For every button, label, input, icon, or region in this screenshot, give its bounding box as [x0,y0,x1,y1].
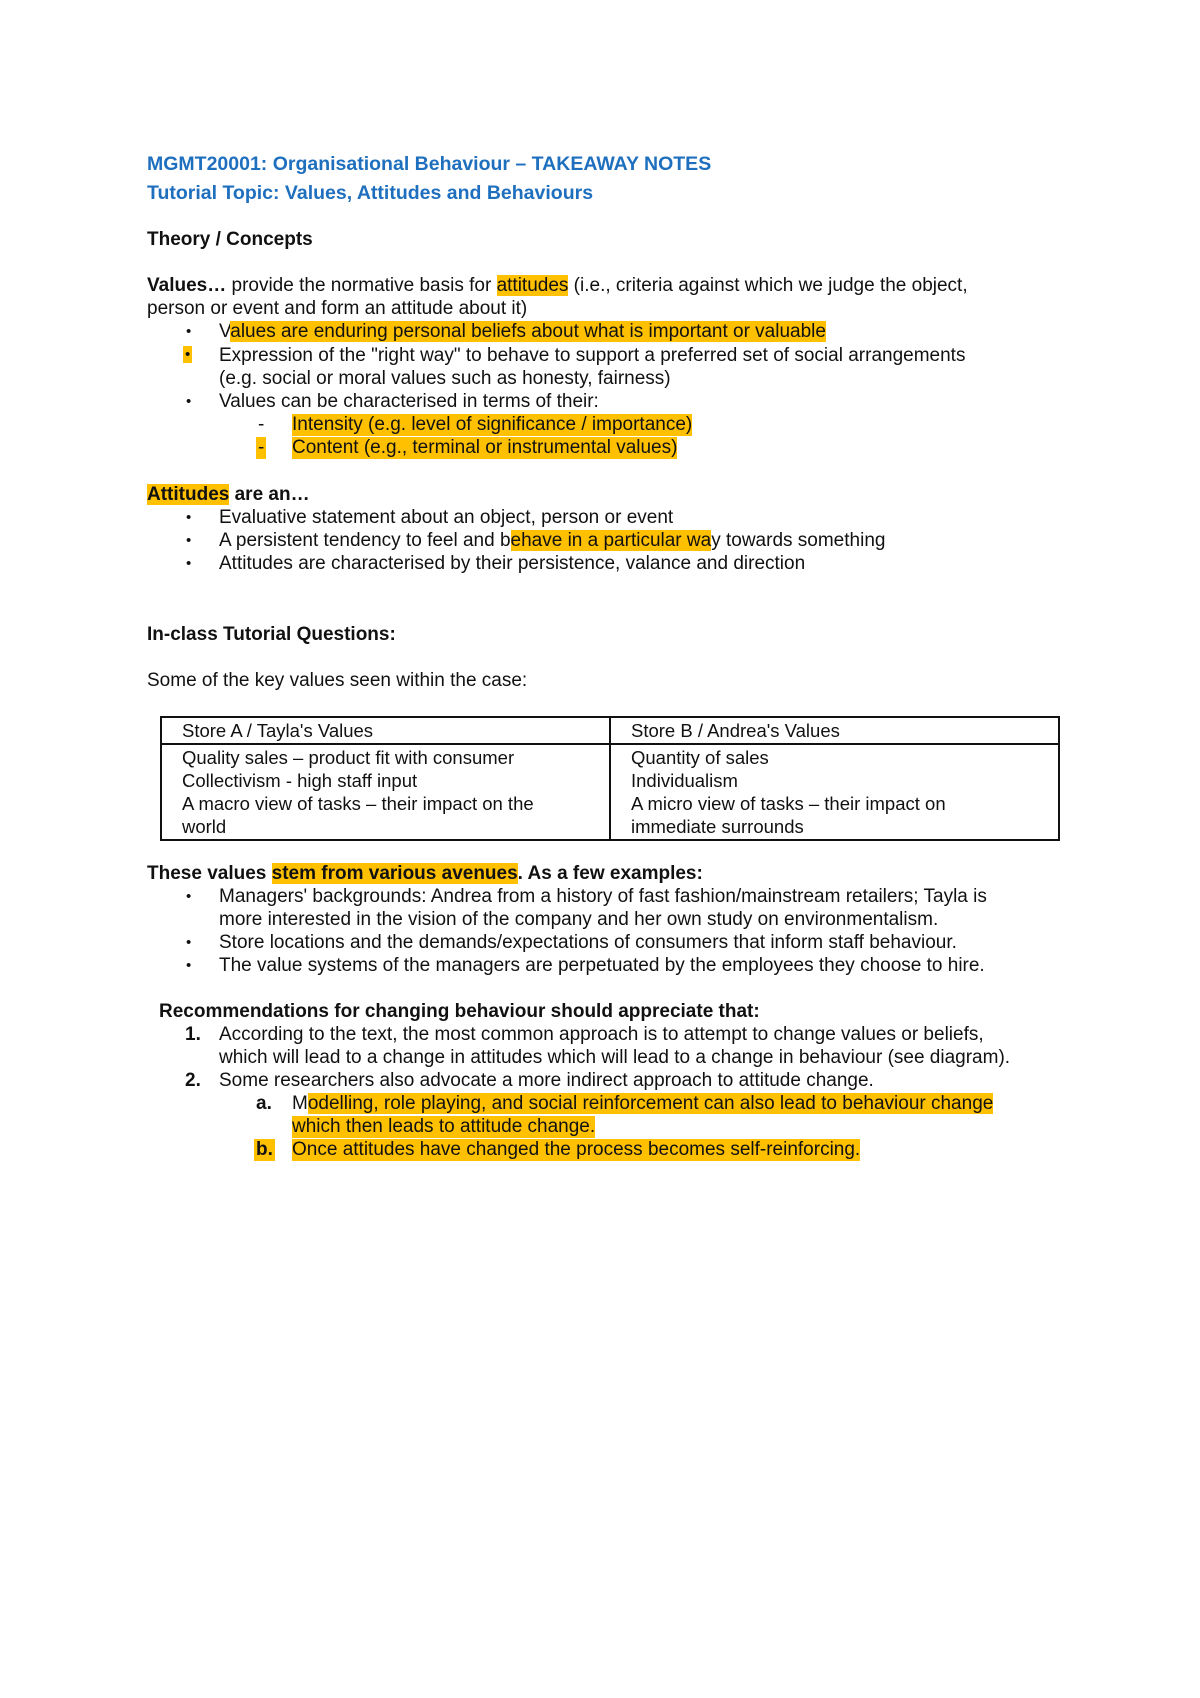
rec-number-1: 1. [185,1024,201,1045]
attitudes-bullet-3: Attitudes are characterised by their persistence, valance and direction [219,553,806,574]
cell-line: Quantity of sales [631,747,769,768]
sub-dash-1: - [258,414,265,435]
rec-1-line2: which will lead to a change in attitudes which will lead to a change in behaviour (see diagram). [219,1047,1011,1068]
values-bullet-1-pre: V [219,321,231,342]
attitudes-rest: are an… [229,484,310,505]
table-header-row [161,717,1059,744]
values-term: Values… [147,275,227,296]
cell-line: Quality sales – product fit with consumer [182,747,515,768]
values-table [160,716,1060,841]
rec-number-2: 2. [185,1070,201,1091]
example-2: Store locations and the demands/expectations of consumers that inform staff behaviour. [219,932,957,953]
cell-line: A macro view of tasks – their impact on the [182,793,534,814]
attitudes-heading [147,484,310,506]
rec-2-line1: Some researchers also advocate a more indirect approach to attitude change. [219,1070,874,1091]
rec-b-line1: Once attitudes have changed the process becomes self-reinforcing. [292,1139,861,1160]
values-bullet-2-line1: Expression of the "right way" to behave to support a preferred set of social arrangements [219,345,966,366]
rec-a-pre: M [292,1093,308,1114]
document-subtitle: Tutorial Topic: Values, Attitudes and Behaviours [147,182,594,204]
stem-heading [147,863,703,885]
values-intro-text-b: (i.e., criteria against which we judge the object, [568,275,968,296]
values-intro-text-a: provide the normative basis for [226,275,497,296]
table-header-store-a: Store A / Tayla's Values [161,717,610,744]
rec-a-line1 [292,1093,993,1115]
example-1-line2: more interested in the vision of the company and her own study on environmentalism. [219,909,939,930]
rec-a-line2: which then leads to attitude change. [292,1116,596,1137]
bullet-marker: • [186,532,192,549]
attitudes-bullet-2-highlight: ehave in a particular wa [510,530,712,551]
attitudes-bullet-2-post: y towards something [711,530,886,551]
rec-1-line1: According to the text, the most common approach is to attempt to change values or beliefs, [219,1024,984,1045]
rec-a-highlight-line1: odelling, role playing, and social reinforcement can also lead to behaviour change [307,1093,994,1114]
attitudes-bullet-1: Evaluative statement about an object, person or event [219,507,674,528]
section-heading-tutorial: In-class Tutorial Questions: [147,624,396,645]
values-intro [147,275,968,297]
bullet-marker: • [186,509,192,526]
example-3: The value systems of the managers are perpetuated by the employees they choose to hire. [219,955,985,976]
table-cell-store-b [610,744,1059,840]
values-intro-line2: person or event and form an attitude about it) [147,298,528,319]
values-intro-highlight: attitudes [496,275,569,296]
values-bullet-1 [219,321,826,343]
attitudes-bullet-2 [219,530,885,552]
bullet-marker: • [186,888,192,905]
cell-line: world [182,816,227,837]
values-bullet-2-line2: (e.g. social or moral values such as honesty, fairness) [219,368,671,389]
values-bullet-1-highlight: alues are enduring personal beliefs about what is important or valuable [230,321,826,342]
tutorial-intro: Some of the key values seen within the case: [147,670,528,691]
attitudes-term: Attitudes [147,484,230,505]
sub-item-content: Content (e.g., terminal or instrumental values) [292,437,678,458]
table-cell-store-a [161,744,610,840]
sub-dash-2: - [258,437,265,458]
values-bullet-3: Values can be characterised in terms of their: [219,391,599,412]
bullet-marker: • [186,555,192,572]
bullet-marker: • [186,393,192,410]
section-heading-theory: Theory / Concepts [147,229,313,250]
rec-letter-a: a. [256,1093,272,1114]
bullet-marker: • [186,957,192,974]
rec-letter-b: b. [256,1139,273,1160]
bullet-marker-highlighted: • [185,346,191,363]
document-title: MGMT20001: Organisational Behaviour – TAKEAWAY NOTES [147,153,712,175]
stem-highlight: stem from various avenues [271,863,518,884]
bullet-marker: • [186,934,192,951]
sub-item-intensity: Intensity (e.g. level of significance / importance) [292,414,693,435]
cell-line: immediate surrounds [631,816,804,837]
recommendations-heading: Recommendations for changing behaviour should appreciate that: [159,1001,760,1022]
cell-line: Individualism [631,770,738,791]
table-row [161,744,1059,840]
example-1-line1: Managers' backgrounds: Andrea from a history of fast fashion/mainstream retailers; Tayla is [219,886,987,907]
cell-line: Collectivism - high staff input [182,770,418,791]
stem-pre: These values [147,863,272,884]
table-header-store-b: Store B / Andrea's Values [610,717,1059,744]
cell-line: A micro view of tasks – their impact on [631,793,946,814]
attitudes-bullet-2-pre: A persistent tendency to feel and b [219,530,511,551]
bullet-marker: • [186,323,192,340]
stem-post: . As a few examples: [517,863,703,884]
